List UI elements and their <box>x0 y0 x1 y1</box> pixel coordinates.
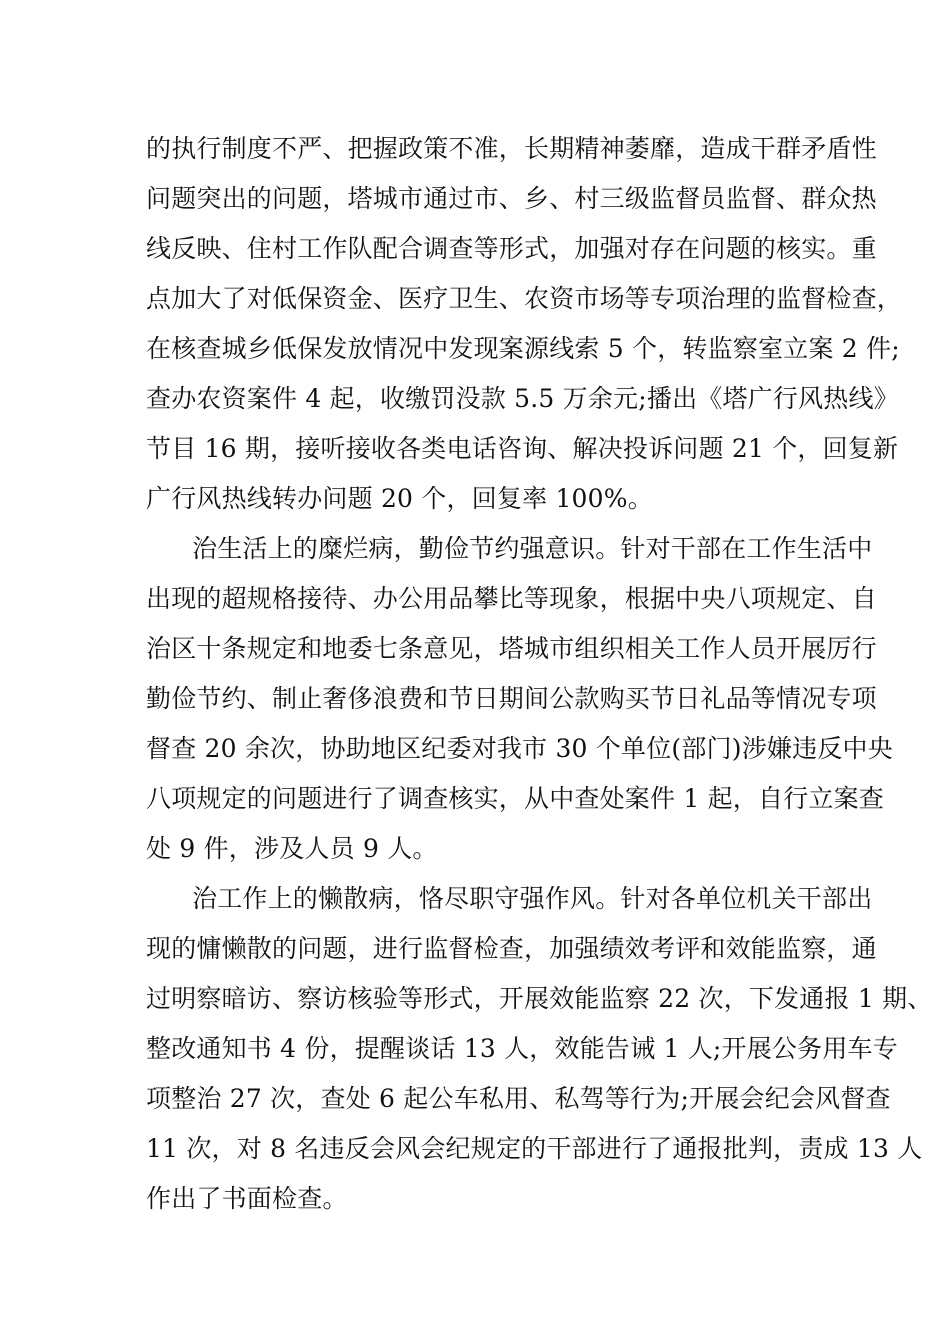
text-line <box>0 831 950 867</box>
line-text: 在核查城乡低保发放情况中发现案源线索 5 个，转监察室立案 2 件; <box>146 334 900 363</box>
text-line <box>0 131 950 167</box>
text-line <box>0 631 950 667</box>
text-line <box>0 431 950 467</box>
text-line <box>0 481 950 517</box>
text-line <box>0 331 950 367</box>
line-text: 出现的超规格接待、办公用品攀比等现象，根据中央八项规定、自 <box>146 584 877 613</box>
text-line <box>0 1081 950 1117</box>
text-line <box>0 231 950 267</box>
text-line <box>0 581 950 617</box>
line-text: 线反映、住村工作队配合调查等形式，加强对存在问题的核实。重 <box>146 234 877 263</box>
line-text: 点加大了对低保资金、医疗卫生、农资市场等专项治理的监督检查， <box>146 284 903 313</box>
text-line <box>0 181 950 217</box>
line-text: 11 次，对 8 名违反会风会纪规定的干部进行了通报批判，责成 13 人 <box>146 1134 923 1163</box>
line-text: 治生活上的糜烂病，勤俭节约强意识。针对干部在工作生活中 <box>192 534 873 563</box>
line-text: 现的慵懒散的问题，进行监督检查，加强绩效考评和效能监察，通 <box>146 934 877 963</box>
line-text: 整改通知书 4 份，提醒谈话 13 人，效能告诫 1 人;开展公务用车专 <box>146 1034 898 1063</box>
paragraph-first-line <box>0 881 950 917</box>
text-line <box>0 981 950 1017</box>
text-line <box>0 1031 950 1067</box>
line-text: 勤俭节约、制止奢侈浪费和节日期间公款购买节日礼品等情况专项 <box>146 684 877 713</box>
line-text: 八项规定的问题进行了调查核实，从中查处案件 1 起，自行立案查 <box>146 784 885 813</box>
text-line <box>0 781 950 817</box>
line-text: 处 9 件，涉及人员 9 人。 <box>146 834 438 863</box>
line-text: 项整治 27 次，查处 6 起公车私用、私驾等行为;开展会纪会风督查 <box>146 1084 891 1113</box>
text-line <box>0 381 950 417</box>
line-text: 问题突出的问题，塔城市通过市、乡、村三级监督员监督、群众热 <box>146 184 877 213</box>
text-line <box>0 1181 950 1217</box>
text-line <box>0 931 950 967</box>
text-line <box>0 281 950 317</box>
text-line <box>0 681 950 717</box>
line-text: 治工作上的懒散病，恪尽职守强作风。针对各单位机关干部出 <box>192 884 873 913</box>
line-text: 查办农资案件 4 起，收缴罚没款 5.5 万余元;播出《塔广行风热线》 <box>146 384 899 413</box>
text-line <box>0 731 950 767</box>
line-text: 治区十条规定和地委七条意见，塔城市组织相关工作人员开展厉行 <box>146 634 877 663</box>
line-text: 广行风热线转办问题 20 个，回复率 100%。 <box>146 484 653 513</box>
line-text: 节目 16 期，接听接收各类电话咨询、解决投诉问题 21 个，回复新 <box>146 434 899 463</box>
text-line <box>0 1131 950 1167</box>
line-text: 过明察暗访、察访核验等形式，开展效能监察 22 次，下发通报 1 期、 <box>146 984 933 1013</box>
line-text: 督查 20 余次，协助地区纪委对我市 30 个单位(部门)涉嫌违反中央 <box>146 734 893 763</box>
line-text: 作出了书面检查。 <box>146 1184 348 1213</box>
paragraph-first-line <box>0 531 950 567</box>
line-text: 的执行制度不严、把握政策不准，长期精神萎靡，造成干群矛盾性 <box>146 134 877 163</box>
